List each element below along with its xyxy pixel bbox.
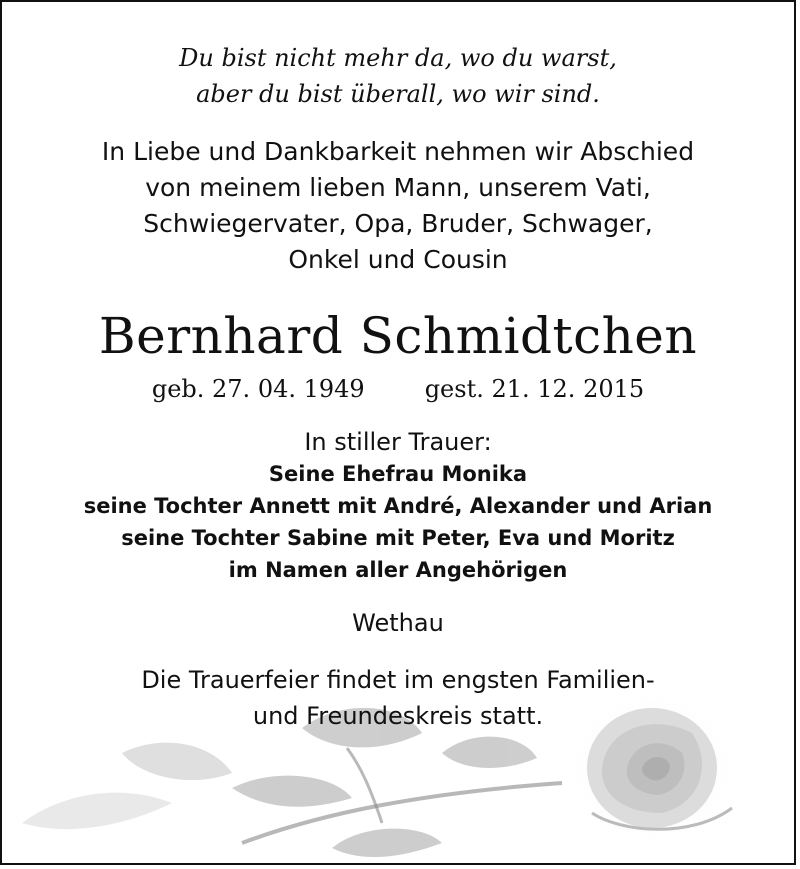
intro-line-1: In Liebe und Dankbarkeit nehmen wir Abschied: [101, 137, 695, 166]
place-name: Wethau: [352, 609, 444, 637]
notice-content: [2, 40, 794, 734]
death-date: gest. 21. 12. 2015: [424, 375, 645, 403]
funeral-service-info: [2, 662, 794, 734]
mourners-list: [2, 458, 794, 586]
quote-line-1: Du bist nicht mehr da, wo du warst,: [179, 44, 617, 72]
mourning-label: In stiller Trauer:: [304, 428, 492, 456]
deceased-name: Bernhard Schmidtchen: [98, 307, 698, 365]
mourner-line: seine Tochter Annett mit André, Alexander und Arian: [83, 494, 713, 518]
intro-line-4: Onkel und Cousin: [288, 245, 508, 274]
leaf-left-2: [122, 743, 232, 780]
quote-line-2: aber du bist überall, wo wir sind.: [196, 80, 600, 108]
farewell-text: [2, 134, 794, 278]
intro-line-2: von meinem lieben Mann, unserem Vati,: [145, 173, 651, 202]
leaf-left-1: [22, 793, 172, 829]
memorial-quote: [2, 40, 794, 112]
intro-line-3: Schwiegervater, Opa, Bruder, Schwager,: [143, 209, 653, 238]
service-line-1: Die Trauerfeier findet im engsten Familien-: [141, 666, 655, 694]
life-dates: [2, 372, 794, 406]
service-line-2: und Freundeskreis statt.: [252, 702, 544, 730]
mourner-line: seine Tochter Sabine mit Peter, Eva und Moritz: [121, 526, 675, 550]
birth-date: geb. 27. 04. 1949: [151, 375, 365, 403]
mourner-line: im Namen aller Angehörigen: [228, 558, 568, 582]
mourner-line: Seine Ehefrau Monika: [268, 462, 528, 486]
